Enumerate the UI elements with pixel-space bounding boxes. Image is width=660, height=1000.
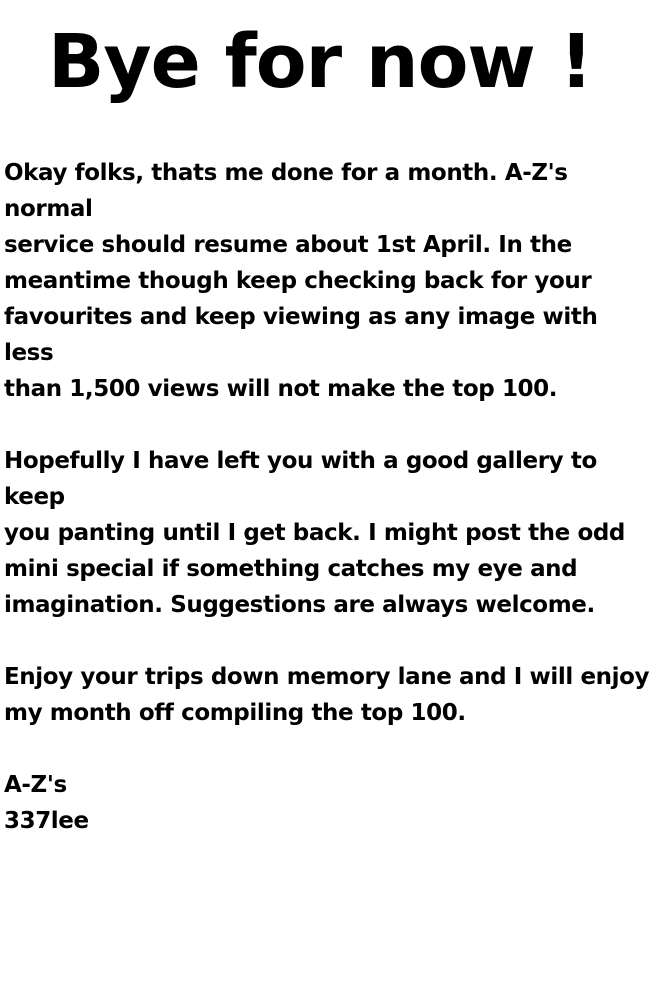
paragraph-enjoy: Enjoy your trips down memory lane and I will enjoy my month off compiling the top 100.	[4, 664, 650, 726]
signature	[4, 767, 654, 839]
page-title: Bye for now !	[48, 19, 593, 105]
paragraph-gallery: Hopefully I have left you with a good gallery to keep you panting until I get back. I might post the odd mini special if something catches my eye and imagination. Suggestions are always welcome.	[4, 448, 625, 618]
paragraph-schedule: Okay folks, thats me done for a month. A-Z's normal service should resume about 1st April. In the meantime though keep checking back for your favourites and keep viewing as any image with less than 1,500 views will not make the top 100.	[4, 160, 598, 402]
signature-line-2: 337lee	[4, 808, 89, 834]
message-body	[4, 155, 654, 839]
signature-line-1: A-Z's	[4, 772, 67, 798]
